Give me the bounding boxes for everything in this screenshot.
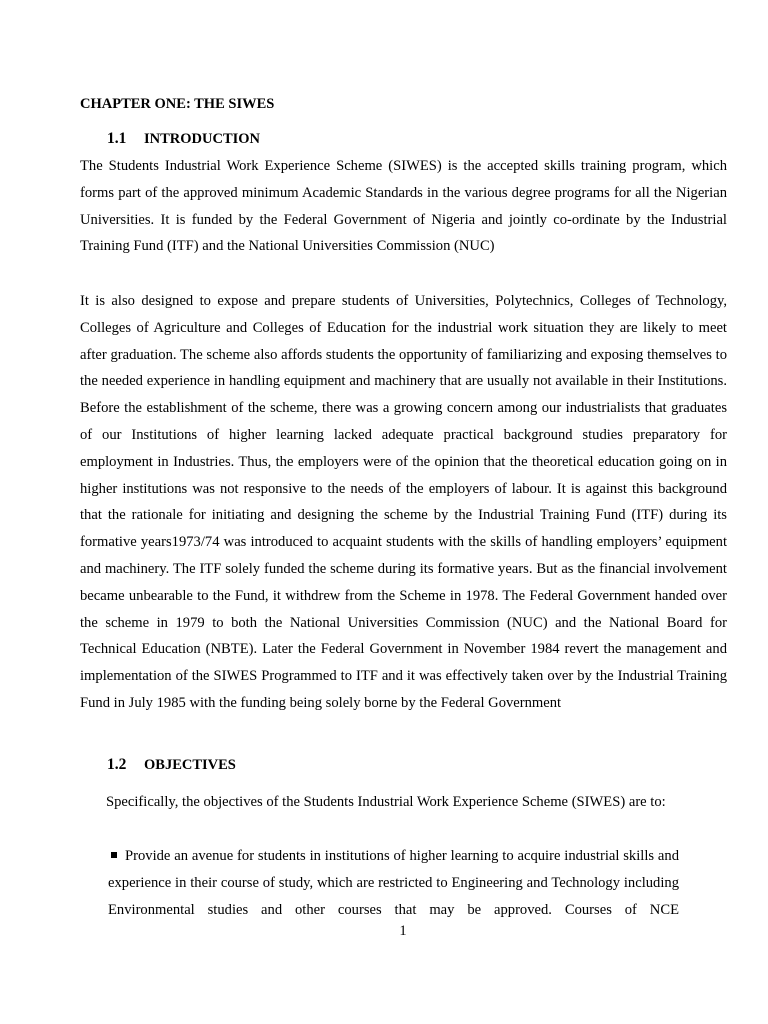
objectives-list [108, 843, 679, 923]
section-number: 1.2 [107, 756, 127, 773]
section-heading-objectives [107, 755, 236, 775]
section-title: INTRODUCTION [144, 131, 261, 147]
chapter-title: CHAPTER ONE: THE SIWES [80, 96, 275, 112]
section-title: OBJECTIVES [144, 757, 236, 773]
section-heading-introduction [107, 129, 260, 149]
square-bullet-icon [111, 852, 117, 858]
section-number: 1.1 [107, 130, 127, 147]
page-number: 1 [399, 923, 407, 939]
list-item-text: Provide an avenue for students in institutions of higher learning to acquire industrial skills and experience in their course of study, which are restricted to Engineering and Technology including Environmental studies and other courses that may be approved. Courses of NCE [108, 848, 679, 918]
list-item [108, 843, 679, 923]
introduction-paragraph-1: The Students Industrial Work Experience Scheme (SIWES) is the accepted skills training program, which forms part of the approved minimum Academic Standards in the various degree programs for all the Nigerian Universities. It is funded by the Federal Government of Nigeria and jointly co-ordinate by the Industrial Training Fund (ITF) and the National Universities Commission (NUC) [80, 158, 727, 255]
objectives-intro-paragraph: Specifically, the objectives of the Students Industrial Work Experience Scheme (SIWES) are to: [106, 794, 666, 810]
introduction-paragraph-2: It is also designed to expose and prepare students of Universities, Polytechnics, Colleges of Technology, Colleges of Agriculture and Colleges of Education for the industrial work situation they are likely to meet after graduation. The scheme also affords students the opportunity of familiarizing and exposing themselves to the needed experience in handling equipment and machinery that are usually not available in their Institutions. Before the establishment of the scheme, there was a growing concern among our industrialists that graduates of our Institutions of higher learning lacked adequate practical background studies preparatory for employment in Industries. Thus, the employers were of the opinion that the theoretical education going on in higher institutions was not responsive to the needs of the employers of labour. It is against this background that the rationale for initiating and designing the scheme by the Industrial Training Fund (ITF) during its formative years1973/74 was introduced to acquaint students with the skills of handling employers’ equipment and machinery. The ITF solely funded the scheme during its formative years. But as the financial involvement became unbearable to the Fund, it withdrew from the Scheme in 1978. The Federal Government handed over the scheme in 1979 to both the National Universities Commission (NUC) and the National Board for Technical Education (NBTE). Later the Federal Government in November 1984 revert the management and implementation of the SIWES Programmed to ITF and it was effectively taken over by the Industrial Training Fund in July 1985 with the funding being solely borne by the Federal Government [80, 293, 727, 711]
